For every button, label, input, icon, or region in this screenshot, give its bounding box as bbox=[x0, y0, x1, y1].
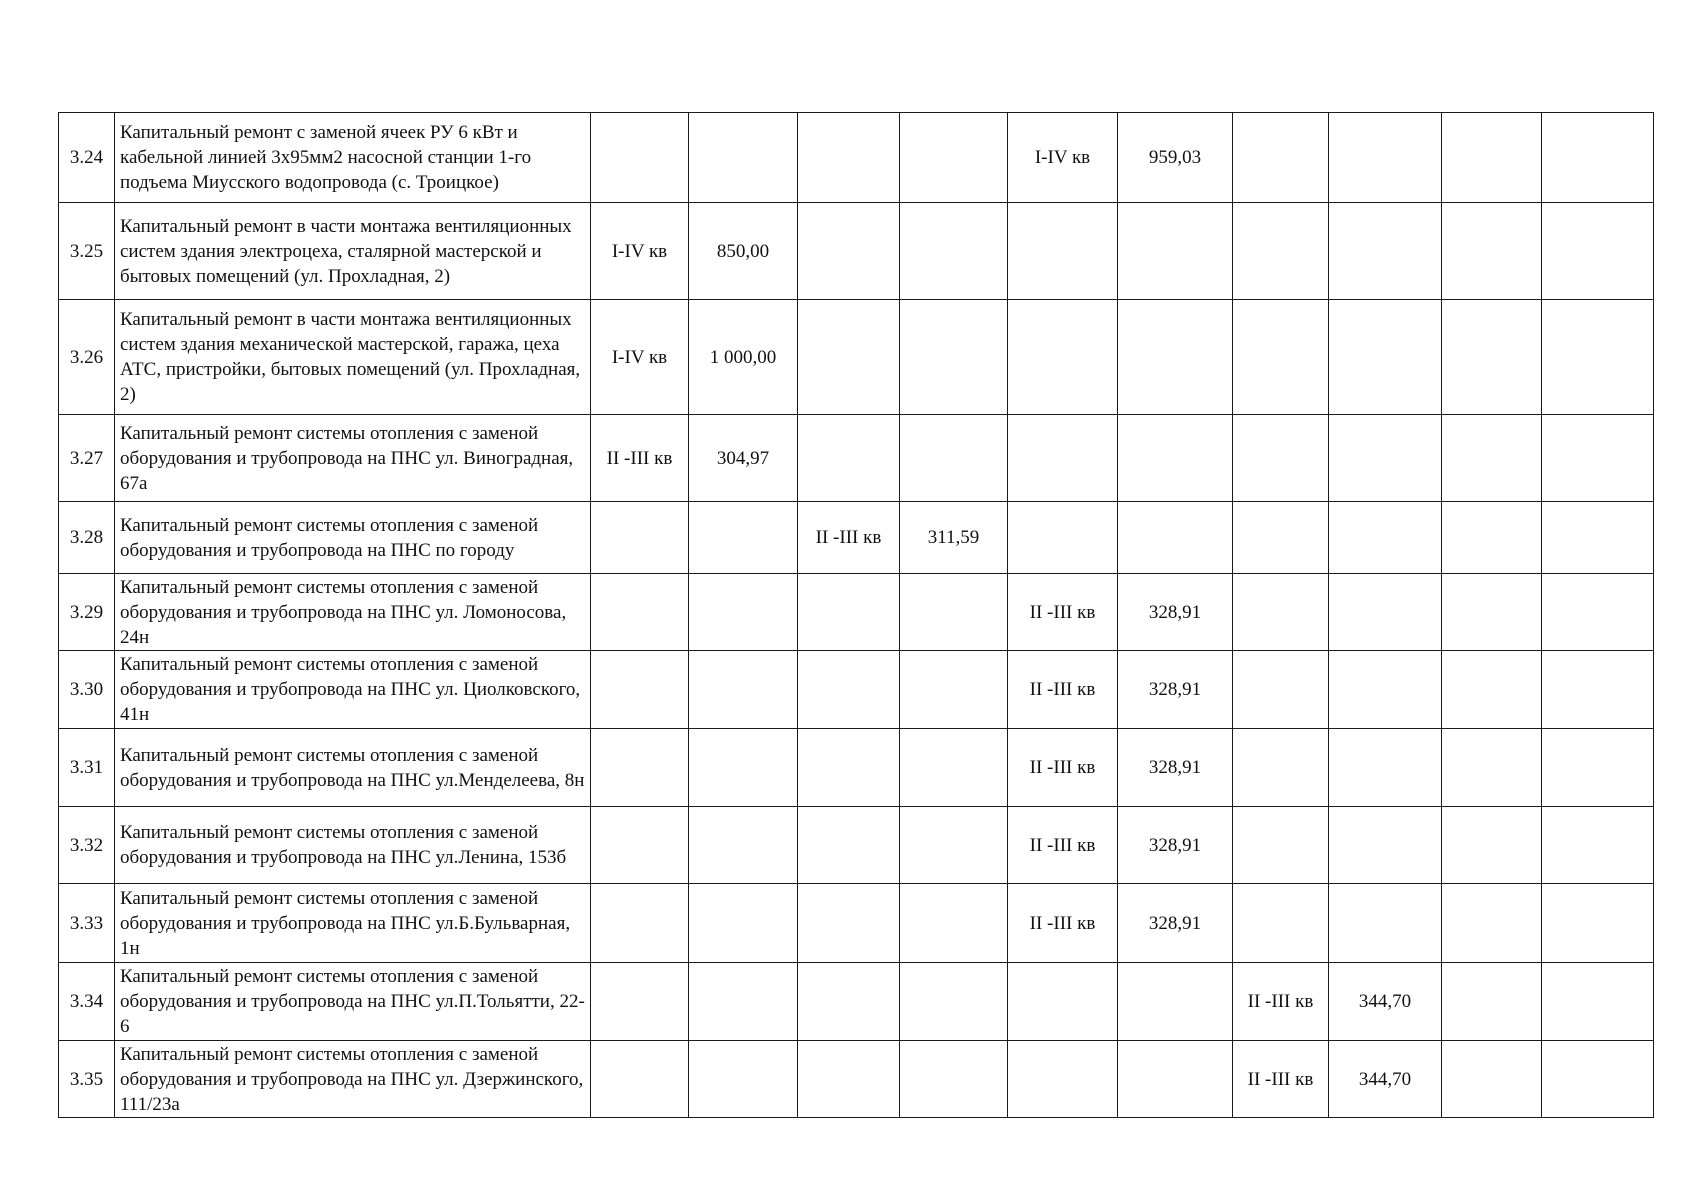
year4-amount-cell bbox=[1329, 807, 1442, 884]
year5-amount-cell bbox=[1542, 651, 1654, 729]
table-row bbox=[59, 1041, 1654, 1118]
year3-amount-cell: 328,91 bbox=[1118, 574, 1233, 651]
year2-amount-cell bbox=[900, 651, 1008, 729]
work-description-cell: Капитальный ремонт системы отопления с заменой оборудования и трубопровода на ПНС ул. Циолковского, 41н bbox=[115, 651, 591, 729]
year4-quarter-cell bbox=[1233, 300, 1329, 415]
year3-quarter-cell bbox=[1008, 203, 1118, 300]
year1-quarter-cell bbox=[591, 807, 689, 884]
work-description-cell: Капитальный ремонт системы отопления с заменой оборудования и трубопровода на ПНС по городу bbox=[115, 502, 591, 574]
year1-quarter-cell bbox=[591, 1041, 689, 1118]
year3-quarter-cell: I-IV кв bbox=[1008, 113, 1118, 203]
year4-quarter-cell bbox=[1233, 574, 1329, 651]
year5-quarter-cell bbox=[1442, 963, 1542, 1041]
year1-amount-cell bbox=[689, 502, 798, 574]
year5-amount-cell bbox=[1542, 884, 1654, 963]
year1-amount-cell bbox=[689, 113, 798, 203]
table-row bbox=[59, 884, 1654, 963]
table-row bbox=[59, 113, 1654, 203]
year5-amount-cell bbox=[1542, 502, 1654, 574]
work-description-cell: Капитальный ремонт в части монтажа вентиляционных систем здания механической мастерской, гаража, цеха АТС, пристройки, бытовых помещений (ул. Прохладная, 2) bbox=[115, 300, 591, 415]
year4-amount-cell: 344,70 bbox=[1329, 963, 1442, 1041]
year5-quarter-cell bbox=[1442, 502, 1542, 574]
year3-amount-cell: 328,91 bbox=[1118, 651, 1233, 729]
year3-amount-cell bbox=[1118, 963, 1233, 1041]
year5-quarter-cell bbox=[1442, 415, 1542, 502]
item-number-cell: 3.30 bbox=[59, 651, 115, 729]
year5-amount-cell bbox=[1542, 963, 1654, 1041]
year4-quarter-cell bbox=[1233, 729, 1329, 807]
year5-amount-cell bbox=[1542, 203, 1654, 300]
year1-quarter-cell: I-IV кв bbox=[591, 300, 689, 415]
year4-amount-cell: 344,70 bbox=[1329, 1041, 1442, 1118]
year2-quarter-cell bbox=[798, 651, 900, 729]
year4-quarter-cell bbox=[1233, 415, 1329, 502]
table-row bbox=[59, 963, 1654, 1041]
year1-quarter-cell bbox=[591, 113, 689, 203]
year4-quarter-cell bbox=[1233, 651, 1329, 729]
year1-amount-cell bbox=[689, 651, 798, 729]
year1-quarter-cell bbox=[591, 963, 689, 1041]
table-row bbox=[59, 502, 1654, 574]
year4-amount-cell bbox=[1329, 574, 1442, 651]
year5-amount-cell bbox=[1542, 807, 1654, 884]
year2-amount-cell bbox=[900, 884, 1008, 963]
table-row bbox=[59, 651, 1654, 729]
work-description-cell: Капитальный ремонт системы отопления с заменой оборудования и трубопровода на ПНС ул. Дзержинского, 111/23а bbox=[115, 1041, 591, 1118]
year2-quarter-cell bbox=[798, 574, 900, 651]
item-number-cell: 3.28 bbox=[59, 502, 115, 574]
table-row bbox=[59, 807, 1654, 884]
year4-amount-cell bbox=[1329, 651, 1442, 729]
item-number-cell: 3.29 bbox=[59, 574, 115, 651]
year1-amount-cell bbox=[689, 807, 798, 884]
year5-quarter-cell bbox=[1442, 574, 1542, 651]
year4-amount-cell bbox=[1329, 729, 1442, 807]
work-description-cell: Капитальный ремонт системы отопления с заменой оборудования и трубопровода на ПНС ул.Б.Бульварная, 1н bbox=[115, 884, 591, 963]
year2-quarter-cell bbox=[798, 300, 900, 415]
item-number-cell: 3.35 bbox=[59, 1041, 115, 1118]
year3-amount-cell bbox=[1118, 203, 1233, 300]
year3-quarter-cell bbox=[1008, 300, 1118, 415]
year3-amount-cell: 328,91 bbox=[1118, 884, 1233, 963]
year1-quarter-cell: II -III кв bbox=[591, 415, 689, 502]
year5-quarter-cell bbox=[1442, 113, 1542, 203]
item-number-cell: 3.31 bbox=[59, 729, 115, 807]
year3-amount-cell bbox=[1118, 502, 1233, 574]
year4-quarter-cell bbox=[1233, 502, 1329, 574]
year2-amount-cell bbox=[900, 574, 1008, 651]
year2-amount-cell bbox=[900, 1041, 1008, 1118]
year1-quarter-cell: I-IV кв bbox=[591, 203, 689, 300]
table-row bbox=[59, 415, 1654, 502]
item-number-cell: 3.26 bbox=[59, 300, 115, 415]
work-description-cell: Капитальный ремонт в части монтажа вентиляционных систем здания электроцеха, сталярной мастерской и бытовых помещений (ул. Прохладная, 2) bbox=[115, 203, 591, 300]
year4-amount-cell bbox=[1329, 884, 1442, 963]
table-row bbox=[59, 729, 1654, 807]
year3-amount-cell bbox=[1118, 1041, 1233, 1118]
year5-quarter-cell bbox=[1442, 807, 1542, 884]
year2-amount-cell bbox=[900, 203, 1008, 300]
year1-amount-cell bbox=[689, 1041, 798, 1118]
year2-amount-cell bbox=[900, 300, 1008, 415]
year5-amount-cell bbox=[1542, 113, 1654, 203]
year4-quarter-cell bbox=[1233, 807, 1329, 884]
year4-amount-cell bbox=[1329, 502, 1442, 574]
year5-quarter-cell bbox=[1442, 300, 1542, 415]
item-number-cell: 3.25 bbox=[59, 203, 115, 300]
year2-amount-cell: 311,59 bbox=[900, 502, 1008, 574]
item-number-cell: 3.33 bbox=[59, 884, 115, 963]
works-table-body bbox=[59, 113, 1654, 1118]
work-description-cell: Капитальный ремонт системы отопления с заменой оборудования и трубопровода на ПНС ул. Виноградная, 67а bbox=[115, 415, 591, 502]
work-description-cell: Капитальный ремонт системы отопления с заменой оборудования и трубопровода на ПНС ул. Ломоносова, 24н bbox=[115, 574, 591, 651]
year5-quarter-cell bbox=[1442, 651, 1542, 729]
year2-amount-cell bbox=[900, 729, 1008, 807]
year5-amount-cell bbox=[1542, 1041, 1654, 1118]
table-row bbox=[59, 203, 1654, 300]
item-number-cell: 3.34 bbox=[59, 963, 115, 1041]
year5-amount-cell bbox=[1542, 300, 1654, 415]
year3-amount-cell: 328,91 bbox=[1118, 807, 1233, 884]
year3-quarter-cell: II -III кв bbox=[1008, 884, 1118, 963]
year4-quarter-cell: II -III кв bbox=[1233, 1041, 1329, 1118]
year1-amount-cell bbox=[689, 884, 798, 963]
year3-amount-cell bbox=[1118, 415, 1233, 502]
year2-quarter-cell bbox=[798, 113, 900, 203]
year5-amount-cell bbox=[1542, 415, 1654, 502]
year2-quarter-cell bbox=[798, 729, 900, 807]
year3-quarter-cell bbox=[1008, 963, 1118, 1041]
year3-quarter-cell: II -III кв bbox=[1008, 729, 1118, 807]
year2-quarter-cell bbox=[798, 807, 900, 884]
year1-amount-cell: 850,00 bbox=[689, 203, 798, 300]
year4-amount-cell bbox=[1329, 415, 1442, 502]
year5-quarter-cell bbox=[1442, 203, 1542, 300]
year2-quarter-cell: II -III кв bbox=[798, 502, 900, 574]
year3-quarter-cell bbox=[1008, 502, 1118, 574]
year1-quarter-cell bbox=[591, 651, 689, 729]
year5-quarter-cell bbox=[1442, 1041, 1542, 1118]
year1-quarter-cell bbox=[591, 502, 689, 574]
year3-quarter-cell: II -III кв bbox=[1008, 574, 1118, 651]
year1-amount-cell bbox=[689, 963, 798, 1041]
year2-quarter-cell bbox=[798, 415, 900, 502]
year2-quarter-cell bbox=[798, 963, 900, 1041]
item-number-cell: 3.27 bbox=[59, 415, 115, 502]
year4-amount-cell bbox=[1329, 203, 1442, 300]
year5-amount-cell bbox=[1542, 729, 1654, 807]
work-description-cell: Капитальный ремонт системы отопления с заменой оборудования и трубопровода на ПНС ул.П.Тольятти, 22-6 bbox=[115, 963, 591, 1041]
year2-quarter-cell bbox=[798, 203, 900, 300]
year3-quarter-cell bbox=[1008, 1041, 1118, 1118]
table-row bbox=[59, 574, 1654, 651]
works-table bbox=[58, 112, 1654, 1118]
year2-amount-cell bbox=[900, 113, 1008, 203]
year1-quarter-cell bbox=[591, 574, 689, 651]
year4-quarter-cell bbox=[1233, 113, 1329, 203]
year4-amount-cell bbox=[1329, 113, 1442, 203]
year2-amount-cell bbox=[900, 963, 1008, 1041]
year1-amount-cell: 1 000,00 bbox=[689, 300, 798, 415]
year1-quarter-cell bbox=[591, 729, 689, 807]
year1-amount-cell bbox=[689, 729, 798, 807]
work-description-cell: Капитальный ремонт системы отопления с заменой оборудования и трубопровода на ПНС ул.Ленина, 153б bbox=[115, 807, 591, 884]
table-row bbox=[59, 300, 1654, 415]
year4-quarter-cell bbox=[1233, 884, 1329, 963]
year3-quarter-cell: II -III кв bbox=[1008, 651, 1118, 729]
year2-amount-cell bbox=[900, 415, 1008, 502]
year4-quarter-cell bbox=[1233, 203, 1329, 300]
year3-quarter-cell bbox=[1008, 415, 1118, 502]
year3-quarter-cell: II -III кв bbox=[1008, 807, 1118, 884]
year2-quarter-cell bbox=[798, 1041, 900, 1118]
item-number-cell: 3.24 bbox=[59, 113, 115, 203]
item-number-cell: 3.32 bbox=[59, 807, 115, 884]
work-description-cell: Капитальный ремонт с заменой ячеек РУ 6 кВт и кабельной линией 3х95мм2 насосной станции 1-го подъема Миусского водопровода (с. Троицкое) bbox=[115, 113, 591, 203]
year2-amount-cell bbox=[900, 807, 1008, 884]
year5-quarter-cell bbox=[1442, 884, 1542, 963]
work-description-cell: Капитальный ремонт системы отопления с заменой оборудования и трубопровода на ПНС ул.Менделеева, 8н bbox=[115, 729, 591, 807]
year4-quarter-cell: II -III кв bbox=[1233, 963, 1329, 1041]
year3-amount-cell: 959,03 bbox=[1118, 113, 1233, 203]
year3-amount-cell: 328,91 bbox=[1118, 729, 1233, 807]
year4-amount-cell bbox=[1329, 300, 1442, 415]
year2-quarter-cell bbox=[798, 884, 900, 963]
year3-amount-cell bbox=[1118, 300, 1233, 415]
year5-quarter-cell bbox=[1442, 729, 1542, 807]
year1-amount-cell bbox=[689, 574, 798, 651]
year5-amount-cell bbox=[1542, 574, 1654, 651]
year1-quarter-cell bbox=[591, 884, 689, 963]
year1-amount-cell: 304,97 bbox=[689, 415, 798, 502]
